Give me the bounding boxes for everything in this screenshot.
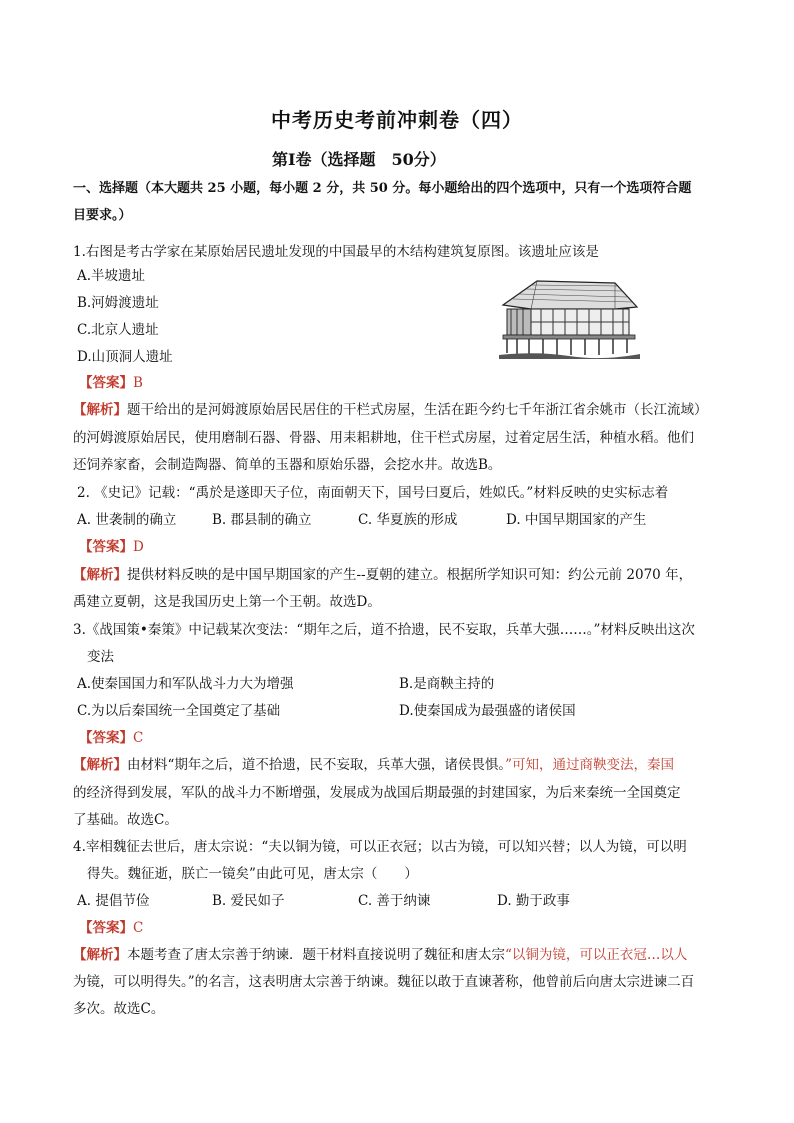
answer-tag: 【答案】 <box>79 375 133 391</box>
analysis-text: 题干给出的是河姆渡原始居民居住的干栏式房屋，生活在距今约七千年浙江省余姚市（长江流域） <box>127 402 708 418</box>
analysis-text: 提供材料反映的是中国早期国家的产生--夏朝的建立。 <box>127 567 447 583</box>
analysis-tag: 【解析】 <box>73 567 127 583</box>
question-2-option-b: B. 郡县制的确立 <box>212 512 312 528</box>
question-3-stem-cont: 变法 <box>87 649 114 665</box>
answer-tag: 【答案】 <box>79 539 133 555</box>
analysis-text: 由材料“期年之后，道不拾遗，民不妄取，兵革大强，诸侯畏惧。 <box>127 757 506 773</box>
analysis-tag: 【解析】 <box>73 402 127 418</box>
analysis-tag: 【解析】 <box>73 947 127 963</box>
question-1-analysis-line-3: 还饲养家畜，会制造陶器、简单的玉器和原始乐器，会挖水井。故选B。 <box>73 457 502 473</box>
question-3-option-a: A.使秦国国力和军队战斗力大为增强 <box>77 676 294 692</box>
question-3-stem: 3.《战国策•秦策》中记载某次变法：“期年之后，道不拾遗，民不妄取，兵革大强……。”材料反映出这次 <box>73 622 695 638</box>
analysis-text-cont: ”可知，通过商鞅变法，秦国 <box>505 757 675 773</box>
question-4-answer <box>79 919 143 937</box>
analysis-tag: 【解析】 <box>73 757 127 773</box>
answer-tag: 【答案】 <box>79 920 133 936</box>
question-4-stem: 4.宰相魏征去世后，唐太宗说：“夫以铜为镜，可以正衣冠；以古为镜，可以知兴替；以人为镜，可以明 <box>73 839 687 855</box>
question-3-analysis-line-2: 的经济得到发展，军队的战斗力不断增强，发展成为战国后期最强的封建国家，为后来秦统一全国奠定 <box>73 785 681 801</box>
question-4-option-b: B. 爱民如子 <box>212 893 285 909</box>
question-1-option-b: B.河姆渡遗址 <box>77 295 159 311</box>
question-4-analysis-line-3: 多次。故选C。 <box>73 1001 165 1017</box>
question-2-option-c: C. 华夏族的形成 <box>358 512 458 528</box>
question-2-option-a: A. 世袭制的确立 <box>77 512 177 528</box>
question-1-analysis-line-1 <box>73 401 708 419</box>
answer-value: B <box>133 375 143 391</box>
question-2-analysis-line-2: 禹建立夏朝，这是我国历史上第一个王朝。故选D。 <box>73 594 381 610</box>
question-1-analysis-line-2: 的河姆渡原始居民，使用磨制石器、骨器、用耒耜耕地，住干栏式房屋，过着定居生活，种植水稻。他们 <box>73 430 694 446</box>
question-2-stem: 2. 《史记》记载：“禹於是遂即天子位，南面朝天下，国号曰夏后，姓姒氏。”材料反映的史实标志着 <box>77 485 669 501</box>
question-2-analysis-line-1 <box>73 566 692 584</box>
question-4-analysis-line-2: 为镜，可以明得失。”的名言，这表明唐太宗善于纳谏。魏征以敢于直谏著称，他曾前后向唐太宗进谏二百 <box>73 974 695 990</box>
question-3-option-b: B.是商鞅主持的 <box>399 676 495 692</box>
question-4-stem-cont: 得失。魏征逝，朕亡一镜矣”由此可见，唐太宗（ ） <box>87 866 418 882</box>
question-3-answer <box>79 729 143 747</box>
question-2-option-d: D. 中国早期国家的产生 <box>506 512 647 528</box>
question-4-option-a: A. 提倡节俭 <box>77 893 150 909</box>
question-3-analysis-line-3: 了基础。故选C。 <box>73 812 178 828</box>
question-1-option-a: A.半坡遗址 <box>77 268 146 284</box>
answer-value: C <box>133 920 144 936</box>
question-1-option-d: D.山顶洞人遗址 <box>77 349 173 365</box>
question-3-option-c: C.为以后秦国统一全国奠定了基础 <box>77 703 281 719</box>
analysis-text: 本题考查了唐太宗善于纳谏．题干材料直接说明了魏征和唐太宗 <box>127 947 505 963</box>
section-subtitle: 第Ⅰ卷（选择题 50分） <box>272 150 446 169</box>
question-1-stem: 1.右图是考古学家在某原始居民遗址发现的中国最早的木结构建筑复原图。该遗址应该是 <box>73 244 599 260</box>
question-4-analysis-line-1 <box>73 946 687 964</box>
analysis-text-cont: 根据所学知识可知：约公元前 2070 年， <box>446 567 693 583</box>
instructions-line-1: 一、选择题（本大题共 25 小题，每小题 2 分，共 50 分。每小题给出的四个选项中，只有一个选项符合题 <box>73 181 692 196</box>
question-3-option-d: D.使秦国成为最强盛的诸侯国 <box>399 703 576 719</box>
question-1-answer <box>79 374 143 392</box>
question-4-option-d: D. 勤于政事 <box>497 893 570 909</box>
answer-value: D <box>133 539 144 555</box>
question-1-option-c: C.北京人遗址 <box>77 322 159 338</box>
stilt-house-illustration <box>497 277 642 359</box>
analysis-text-cont: “以铜为镜，可以正衣冠…以人 <box>505 947 688 963</box>
question-3-analysis-line-1 <box>73 756 674 774</box>
answer-tag: 【答案】 <box>79 730 133 746</box>
question-4-option-c: C. 善于纳谏 <box>358 893 431 909</box>
instructions-line-2: 目要求。） <box>73 208 132 223</box>
answer-value: C <box>133 730 144 746</box>
page-title: 中考历史考前冲刺卷（四） <box>271 108 523 132</box>
question-2-answer <box>79 538 144 556</box>
